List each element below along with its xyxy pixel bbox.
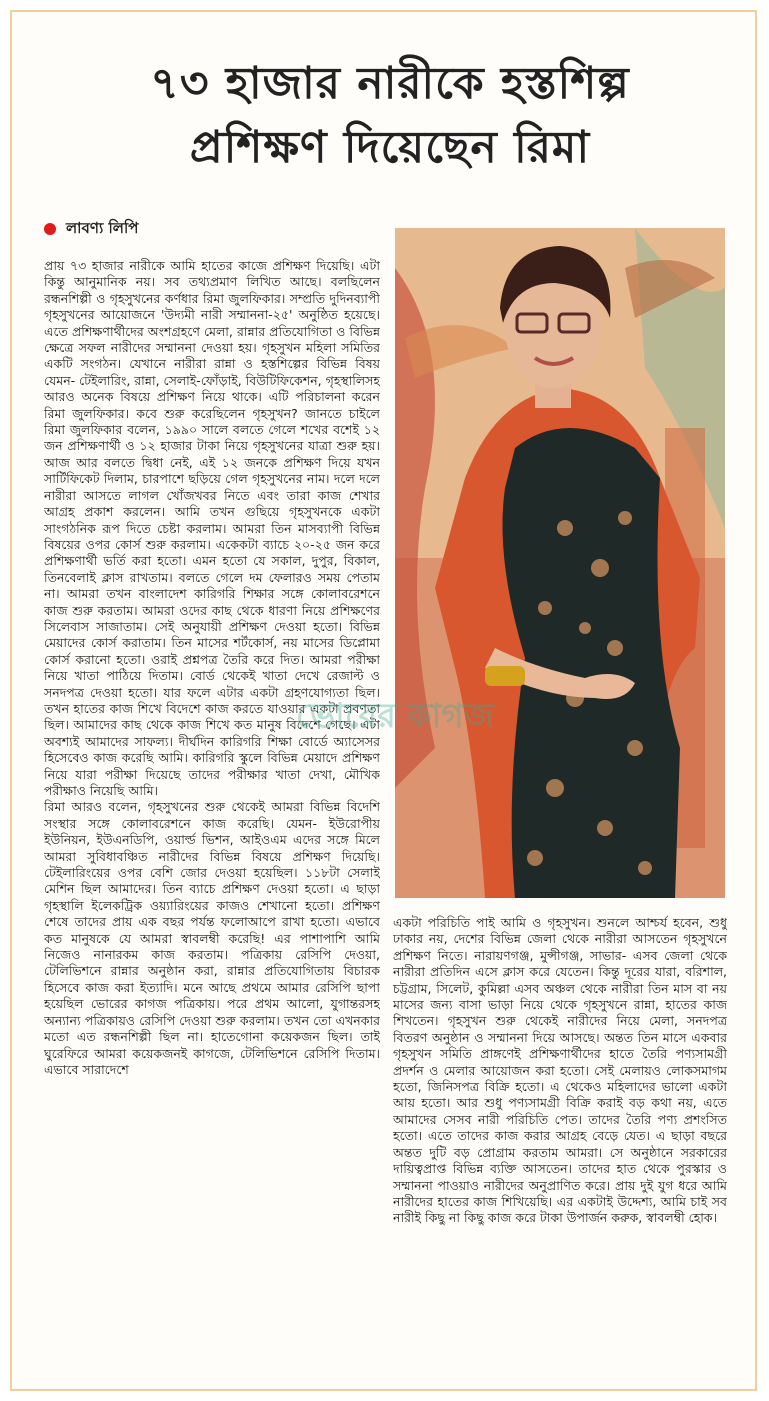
paragraph: রিমা আরও বলেন, গৃহসুখনের শুরু থেকেই আমরা বিভিন্ন বিদেশি সংস্থার সঙ্গে কোলাবরেশনে কাজ করেছি। যেমন- ইউরোপীয় ইউনিয়ন, ইউএনডিপি, ওয়ার্ল্ড ভিশন, আইওএম এদের সঙ্গে মিলে আমরা সুবিধাবঞ্চিত নারীদের বিভিন্ন বিষয়ে প্রশিক্ষণ দিয়েছি। টেইলারিংয়ের ওপর বেশি জোর দেওয়া হয়েছিল। ১১৮টা সেলাই মেশিন ছিল আমাদের। তিন ব্যাচে প্রশিক্ষণ দেওয়া হতো। এ ছাড়া গৃহস্থালি ইলেকট্রিক ওয়্যারিংয়ের কাজও শেখানো হতো। প্রশিক্ষণ শেষে তাদের প্রায় এক বছর পর্যন্ত ফলোআপে রাখা হতো। এভাবে কত মানুষকে যে আমরা স্বাবলম্বী করেছি! এর পাশাপাশি আমি নিজেও নানারকম কাজ করতাম। পত্রিকায় রেসিপি দেওয়া, টেলিভিশনে রান্নার অনুষ্ঠান করা, রান্নার প্রতিযোগিতায় বিচারক হিসেবে কাজ করা ইত্যাদি। মনে আছে প্রথমে আমার রেসিপি ছাপা হয়েছিল ভোরের কাগজ পত্রিকায়। পরে প্রথম আলো, যুগান্তরসহ অন্যান্য পত্রিকায়ও রেসিপি দেওয়া শুরু করলাম। তখন তো এখনকার মতো এত রন্ধনশিল্পী ছিল না। হাতেগোনা কয়েকজন ছিল। তাই ঘুরেফিরে আমরা কয়েকজনই কাগজে, টেলিভিশনে রেসিপি দিতাম। এভাবে সারাদেশে xyxy=(44,799,380,1077)
bullet-dot-icon xyxy=(44,223,56,235)
headline xyxy=(40,52,740,180)
author-name: লাবণ্য লিপি xyxy=(66,218,139,237)
paragraph: প্রায় ৭৩ হাজার নারীকে আমি হাতের কাজে প্রশিক্ষণ দিয়েছি। এটা কিন্তু আনুমানিক নয়। সব তথ্যপ্রমাণ লিখিত আছে। বলছিলেন রন্ধনশিল্পী ও গৃহসুখনের কর্ণধার রিমা জুলফিকার। সম্প্রতি দুদিনব্যাপী গৃহসুখনের আয়োজনে 'উদ্যমী নারী সম্মাননা-২৫' অনুষ্ঠিত হয়েছে। এতে প্রশিক্ষণার্থীদের অংশগ্রহণে মেলা, রান্নার প্রতিযোগিতা ও বিভিন্ন ক্ষেত্রে সফল নারীদের সম্মাননা দেওয়া হয়। গৃহসুখন মহিলা সমিতির একটি সংগঠন। যেখানে নারীরা রান্না ও হস্তশিল্পের বিভিন্ন বিষয় যেমন- টেইলারিং, রান্না, সেলাই-ফোঁড়াই, বিউটিফিকেশন, গৃহস্থালিসহ আরও অনেক বিষয়ে প্রশিক্ষণ নিয়ে থাকে। এটি পরিচালনা করেন রিমা জুলফিকার। কবে শুরু করেছিলেন গৃহসুখন? জানতে চাইলে রিমা জুলফিকার বলেন, ১৯৯০ সালে বলতে গেলে শখের বশেই ১২ জন প্রশিক্ষণার্থী ও ১২ হাজার টাকা নিয়ে গৃহসুখনের যাত্রা শুরু হয়। আজ আর বলতে দ্বিধা নেই, এই ১২ জনকে প্রশিক্ষণ দিয়ে যখন সার্টিফিকেট দিলাম, চারপাশে ছড়িয়ে গেল গৃহসুখনের নাম। দলে দলে নারীরা আসতে লাগল খোঁজখবর নিতে এবং তারা কাজ শেখার আগ্রহ প্রকাশ করলেন। আমি তখন গুছিয়ে গৃহসুখনকে একটা সাংগঠনিক রূপ দিতে চেষ্টা করলাম। আমরা তিন মাসব্যাপী বিভিন্ন বিষয়ের ওপর কোর্স শুরু করলাম। একেকটা ব্যাচে ২০-২৫ জন করে প্রশিক্ষণার্থী ভর্তি করা হতো। এমন হতো যে সকাল, দুপুর, বিকাল, তিনবেলাই ক্লাস রাখতাম। বলতে গেলে দম ফেলারও সময় পেতাম না। আমরা তখন বাংলাদেশ কারিগরি শিক্ষার সঙ্গে কোলাবরেশনে কাজ শুরু করতাম। আমরা ওদের কাছ থেকে ধারণা নিয়ে প্রশিক্ষণের সিলেবাস সাজাতাম। সেই অনুযায়ী প্রশিক্ষণ দেওয়া হতো। বিভিন্ন মেয়াদের কোর্স করাতাম। তিন মাসের শর্টকোর্স, নয় মাসের ডিপ্লোমা কোর্স করানো হতো। ওরাই প্রশ্নপত্র তৈরি করে দিত। আমরা পরীক্ষা নিয়ে খাতা পাঠিয়ে দিতাম। বোর্ড থেকেই খাতা দেখে রেজাল্ট ও সনদপত্র দেওয়া হতো। যার ফলে এটার একটা গ্রহণযোগ্যতা ছিল। তখন হাতের কাজ শিখে বিদেশে কাজ করতে যাওয়ার একটা প্রবণতা ছিল। আমাদের কাছ থেকে কাজ শিখে কত মানুষ বিদেশে গেছে। এটা অবশ্যই আমাদের সাফল্য। দীর্ঘদিন কারিগরি শিক্ষা বোর্ডে অ্যাসেসর হিসেবেও কাজ করেছি আমি। কারিগরি স্কুলে বিভিন্ন মেয়াদে প্রশিক্ষণ নিয়ে যারা পরীক্ষা দিয়েছে তাদের পরীক্ষার খাতা দেখা, মৌখিক পরীক্ষাও নিয়েছি আমি। xyxy=(44,258,380,798)
headline-line-2: প্রশিক্ষণ দিয়েছেন রিমা xyxy=(189,122,591,173)
newspaper-watermark: ভোরের কাগজ xyxy=(295,696,495,736)
byline xyxy=(44,217,138,241)
article-body-left xyxy=(44,258,380,1343)
portrait-photo xyxy=(395,228,725,898)
portrait-illustration xyxy=(395,228,725,898)
headline-line-1: ৭৩ হাজার নারীকে হস্তশিল্প xyxy=(150,58,630,109)
paragraph: একটা পরিচিতি পাই আমি ও গৃহসুখন। শুনলে আশ্চর্য হবেন, শুধু ঢাকার নয়, দেশের বিভিন্ন জেলা থেকে নারীরা আসতেন গৃহসুখনে প্রশিক্ষণ নিতে। নারায়ণগঞ্জ, মুন্সীগঞ্জ, সাভার- এসব জেলা থেকে নারীরা প্রতিদিন এসে ক্লাস করে যেতেন। কিন্তু দূরের যারা, বরিশাল, চট্টগ্রাম, সিলেট, কুমিল্লা এসব অঞ্চল থেকে নারীরা তিন মাস বা নয় মাসের জন্য বাসা ভাড়া নিয়ে থেকে গৃহসুখনে রান্না, হাতের কাজ শিখতেন। গৃহসুখন শুরু থেকেই নারীদের নিয়ে মেলা, সনদপত্র বিতরণ অনুষ্ঠান ও সম্মাননা দিয়ে আসছে। অন্তত তিন মাসে একবার গৃহসুখন সমিতি প্রাঙ্গণেই প্রশিক্ষণার্থীদের হাতে তৈরি পণ্যসামগ্রী প্রদর্শন ও মেলার আয়োজন করা হতো। সেই মেলায়ও লোকসমাগম হতো, জিনিসপত্র বিক্রি হতো। এ থেকেও মহিলাদের ভালো একটা আয় হতো। আর শুধু পণ্যসামগ্রী বিক্রি করাই বড় কথা নয়, এতে আমাদের সেসব নারী পরিচিতি পেত। তাদের তৈরি পণ্য প্রশংসিত হতো। এতে তাদের কাজ করার আগ্রহ বেড়ে যেত। এ ছাড়া বছরে অন্তত দুটি বড় প্রোগ্রাম করতাম আমরা। সে অনুষ্ঠানে সরকারের দায়িত্বপ্রাপ্ত বিভিন্ন ব্যক্তি আসতেন। তাদের হাত থেকে পুরস্কার ও সম্মাননা পাওয়াও নারীদের অনুপ্রাণিত করে। প্রায় দুই যুগ ধরে আমি নারীদের হাতের কাজ শিখিয়েছি। এর একটাই উদ্দেশ্য, আমি চাই সব নারীই কিছু না কিছু কাজ করে টাকা উপার্জন করুক, স্বাবলম্বী হোক। xyxy=(393,915,727,1226)
article-body-right xyxy=(393,915,727,1345)
